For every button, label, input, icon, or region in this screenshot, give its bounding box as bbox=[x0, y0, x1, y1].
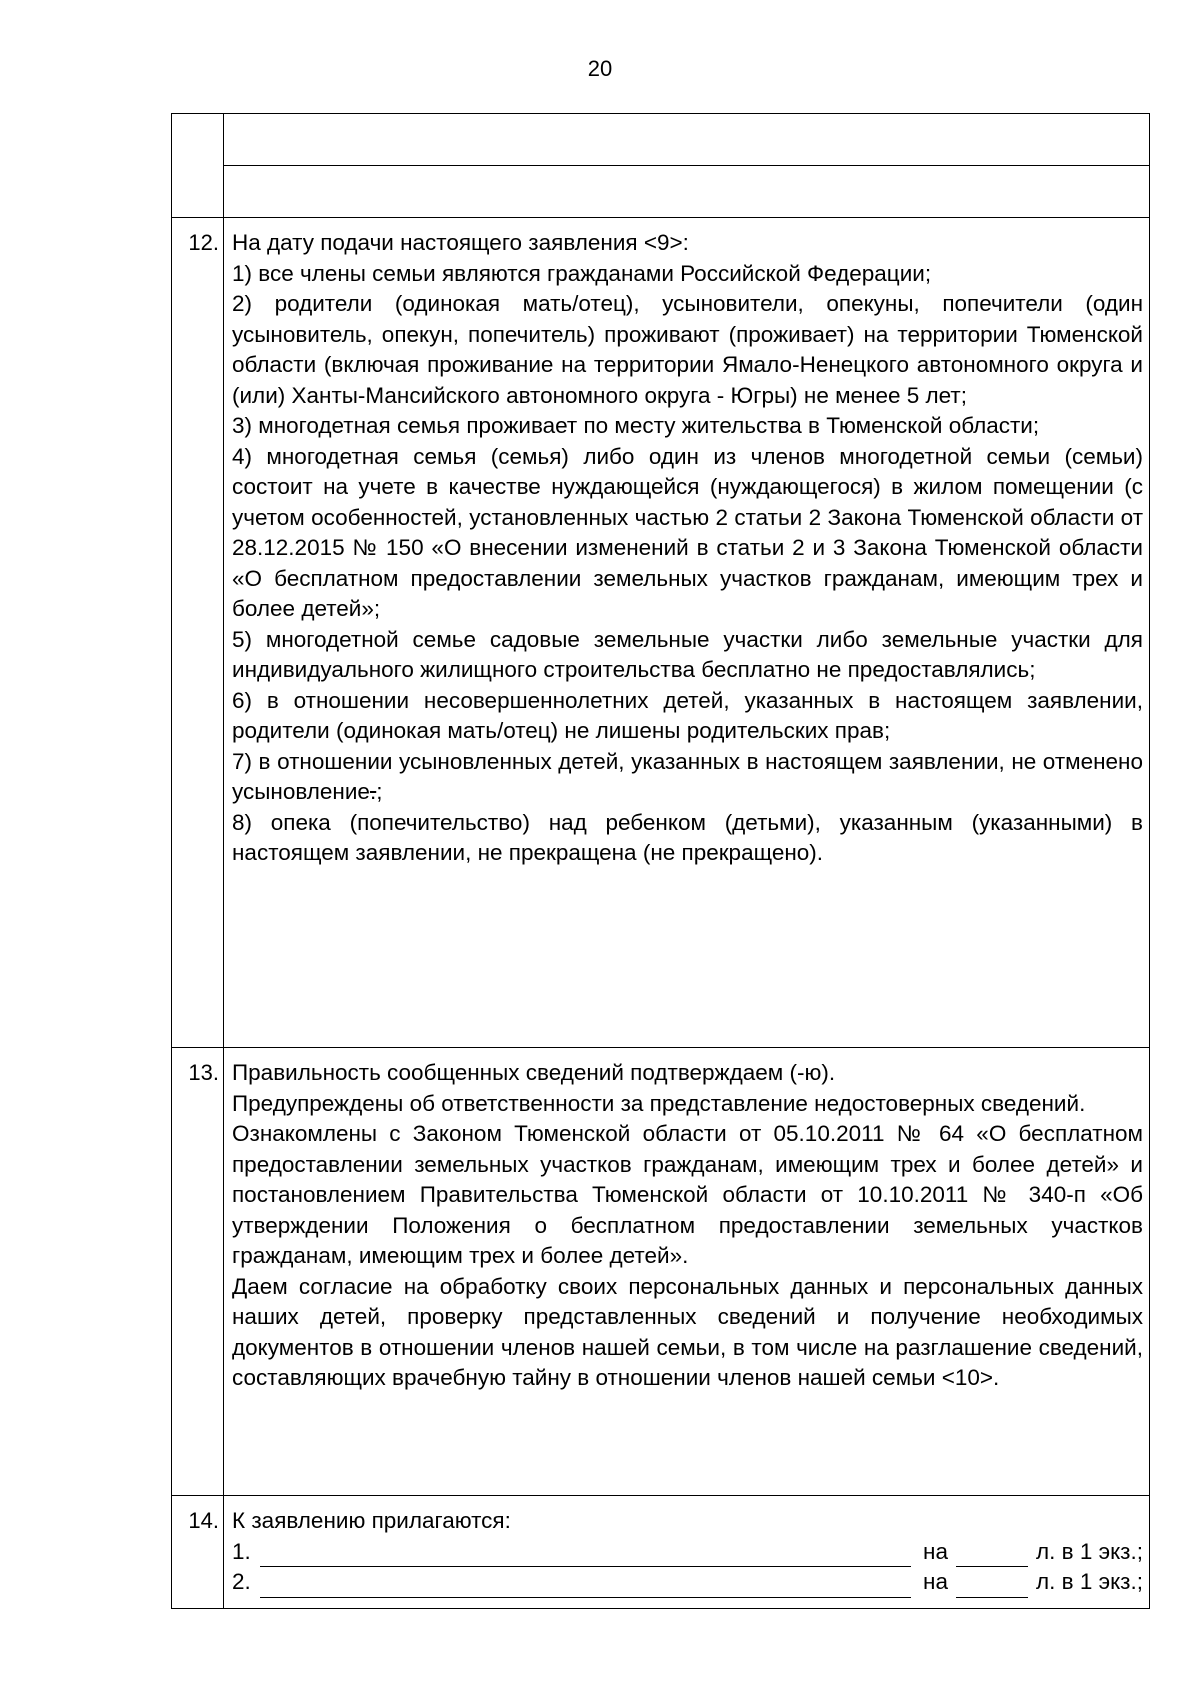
row-number: 13. bbox=[172, 1048, 224, 1496]
table-row bbox=[172, 1048, 1150, 1496]
attachments-intro: К заявлению прилагаются: bbox=[232, 1508, 511, 1533]
table-row bbox=[172, 218, 1150, 1048]
declaration-intro: На дату подачи настоящего заявления <9>: bbox=[232, 230, 689, 255]
declaration-item: 3) многодетная семья проживает по месту жительства в Тюменской области; bbox=[232, 413, 1040, 438]
declaration-item: 8) опека (попечительство) над ребенком (детьми), указанным (указанными) в настоящем заявлении, не прекращена (не прекращено). bbox=[232, 809, 1143, 865]
row-number: 12. bbox=[172, 218, 224, 1048]
declaration-item: 2) родители (одинокая мать/отец), усыновители, опекуны, попечители (один усыновитель, опекун, попечитель) проживают (проживает) на территории Тюменской области (включая проживание на территории Ямало-Ненецкого автономного округа и (или) Ханты-Мансийского автономного округа - Югры) не менее 5 лет; bbox=[232, 291, 1143, 408]
confirmation-paragraph: Предупреждены об ответственности за представление недостоверных сведений. bbox=[232, 1090, 1086, 1116]
blank-cell bbox=[224, 114, 1150, 166]
attachment-na-label: на bbox=[923, 1538, 948, 1564]
confirmation-paragraph: Правильность сообщенных сведений подтверждаем (-ю). bbox=[232, 1060, 836, 1085]
attachment-na-label: на bbox=[923, 1569, 948, 1594]
empty-number-cell bbox=[172, 114, 224, 218]
attachment-line bbox=[232, 1537, 1143, 1568]
page-number: 20 bbox=[587, 56, 613, 81]
application-table bbox=[171, 113, 1150, 1609]
struck-out-mark: . bbox=[369, 779, 377, 804]
declaration-item: 1) все члены семьи являются гражданами Российской Федерации; bbox=[232, 260, 932, 286]
table-row bbox=[172, 114, 1150, 166]
declaration-item: 4) многодетная семья (семья) либо один из членов многодетной семьи (семьи) состоит на учете в качестве нуждающейся (нуждающегося) в жилом помещении (с учетом особенностей, установленных частью 2 статьи 2 Закона Тюменской области от 28.12.2015 № 150 «О внесении изменений в статьи 2 и 3 Закона Тюменской области «О бесплатном предоставлении земельных участков гражданам, имеющим трех и более детей»; bbox=[232, 443, 1143, 621]
confirmation-paragraph: Ознакомлены с Законом Тюменской области от 05.10.2011 № 64 «О бесплатном предоставлении земельных участков гражданам, имеющим трех и более детей» и постановлением Правительства Тюменской области от 10.10.2011 № 340-п «Об утверждении Положения о бесплатном предоставлении земельных участков гражданам, имеющим трех и более детей». bbox=[232, 1121, 1143, 1268]
attachment-index: 1. bbox=[232, 1538, 251, 1564]
declaration-item-text: 7) в отношении усыновленных детей, указанных в настоящем заявлении, не отменено усыновление bbox=[232, 748, 1143, 804]
attachment-suffix: л. в 1 экз.; bbox=[1036, 1569, 1143, 1594]
table-row bbox=[172, 166, 1150, 218]
declarations-cell bbox=[224, 218, 1150, 1048]
item-end-mark: ; bbox=[376, 779, 383, 804]
attachments-cell bbox=[224, 1496, 1150, 1609]
blank-cell bbox=[224, 166, 1150, 218]
declaration-item: 6) в отношении несовершеннолетних детей, указанных в настоящем заявлении, родители (одинокая мать/отец) не лишены родительских прав; bbox=[232, 687, 1143, 743]
attachment-name-field[interactable] bbox=[260, 1573, 911, 1598]
attachment-index: 2. bbox=[232, 1569, 251, 1594]
confirmation-paragraph: Даем согласие на обработку своих персональных данных и персональных данных наших детей, проверку представленных сведений и получение необходимых документов в отношении членов нашей семьи, в том числе на разглашение сведений, составляющих врачебную тайну в отношении членов нашей семьи <10>. bbox=[232, 1273, 1143, 1390]
attachment-pages-field[interactable] bbox=[956, 1573, 1028, 1598]
attachment-pages-field[interactable] bbox=[956, 1542, 1028, 1567]
table-row bbox=[172, 1496, 1150, 1609]
row-number: 14. bbox=[172, 1496, 224, 1609]
declaration-item bbox=[232, 747, 1143, 808]
attachment-suffix: л. в 1 экз.; bbox=[1036, 1538, 1143, 1564]
confirmation-cell bbox=[224, 1048, 1150, 1496]
attachment-line bbox=[232, 1567, 1143, 1598]
declaration-item: 5) многодетной семье садовые земельные участки либо земельные участки для индивидуального жилищного строительства бесплатно не предоставлялись; bbox=[232, 626, 1143, 682]
attachment-name-field[interactable] bbox=[260, 1542, 911, 1567]
